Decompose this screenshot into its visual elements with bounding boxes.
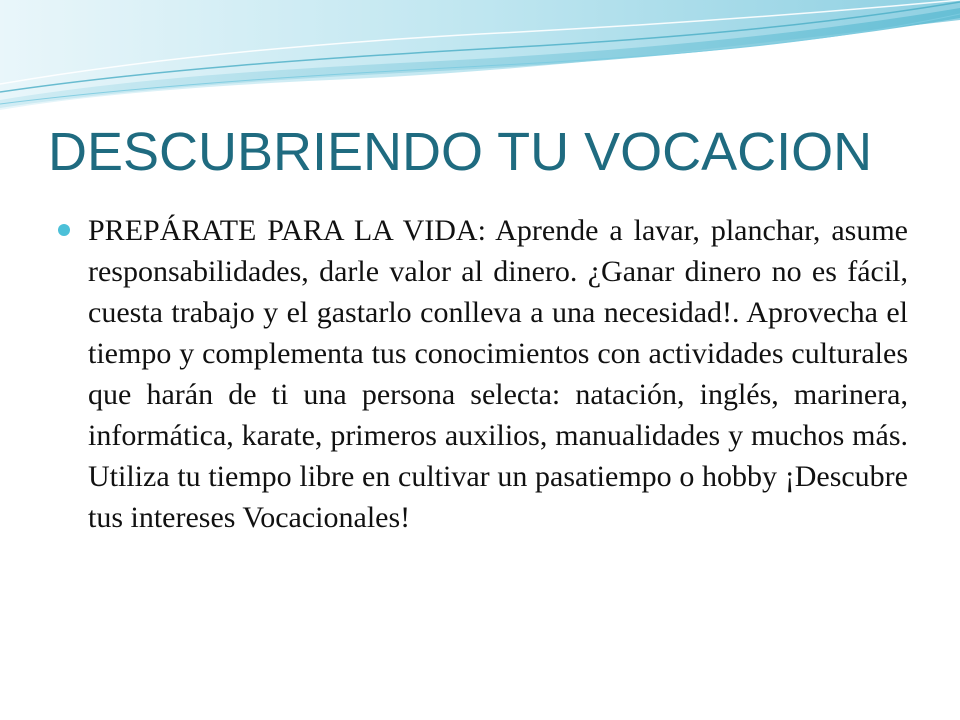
bullet-icon xyxy=(58,224,70,236)
header-wave-decoration xyxy=(0,0,960,130)
slide-title: DESCUBRIENDO TU VOCACION xyxy=(48,122,873,182)
list-item xyxy=(58,210,908,538)
bullet-text: PREPÁRATE PARA LA VIDA: Aprende a lavar, planchar, asume responsabilidades, darle valor al dinero. ¿Ganar dinero no es fácil, cuesta trabajo y el gastarlo conlleva a una necesidad!. Aprovecha el tiempo y complementa tus conocimientos con actividades culturales que harán de ti una persona selecta: natación, inglés, marinera, informática, karate, primeros auxilios, manualidades y muchos más. Utiliza tu tiempo libre en cultivar un pasatiempo o hobby ¡Descubre tus intereses Vocacionales! xyxy=(88,214,908,534)
bullet-list xyxy=(58,210,908,538)
